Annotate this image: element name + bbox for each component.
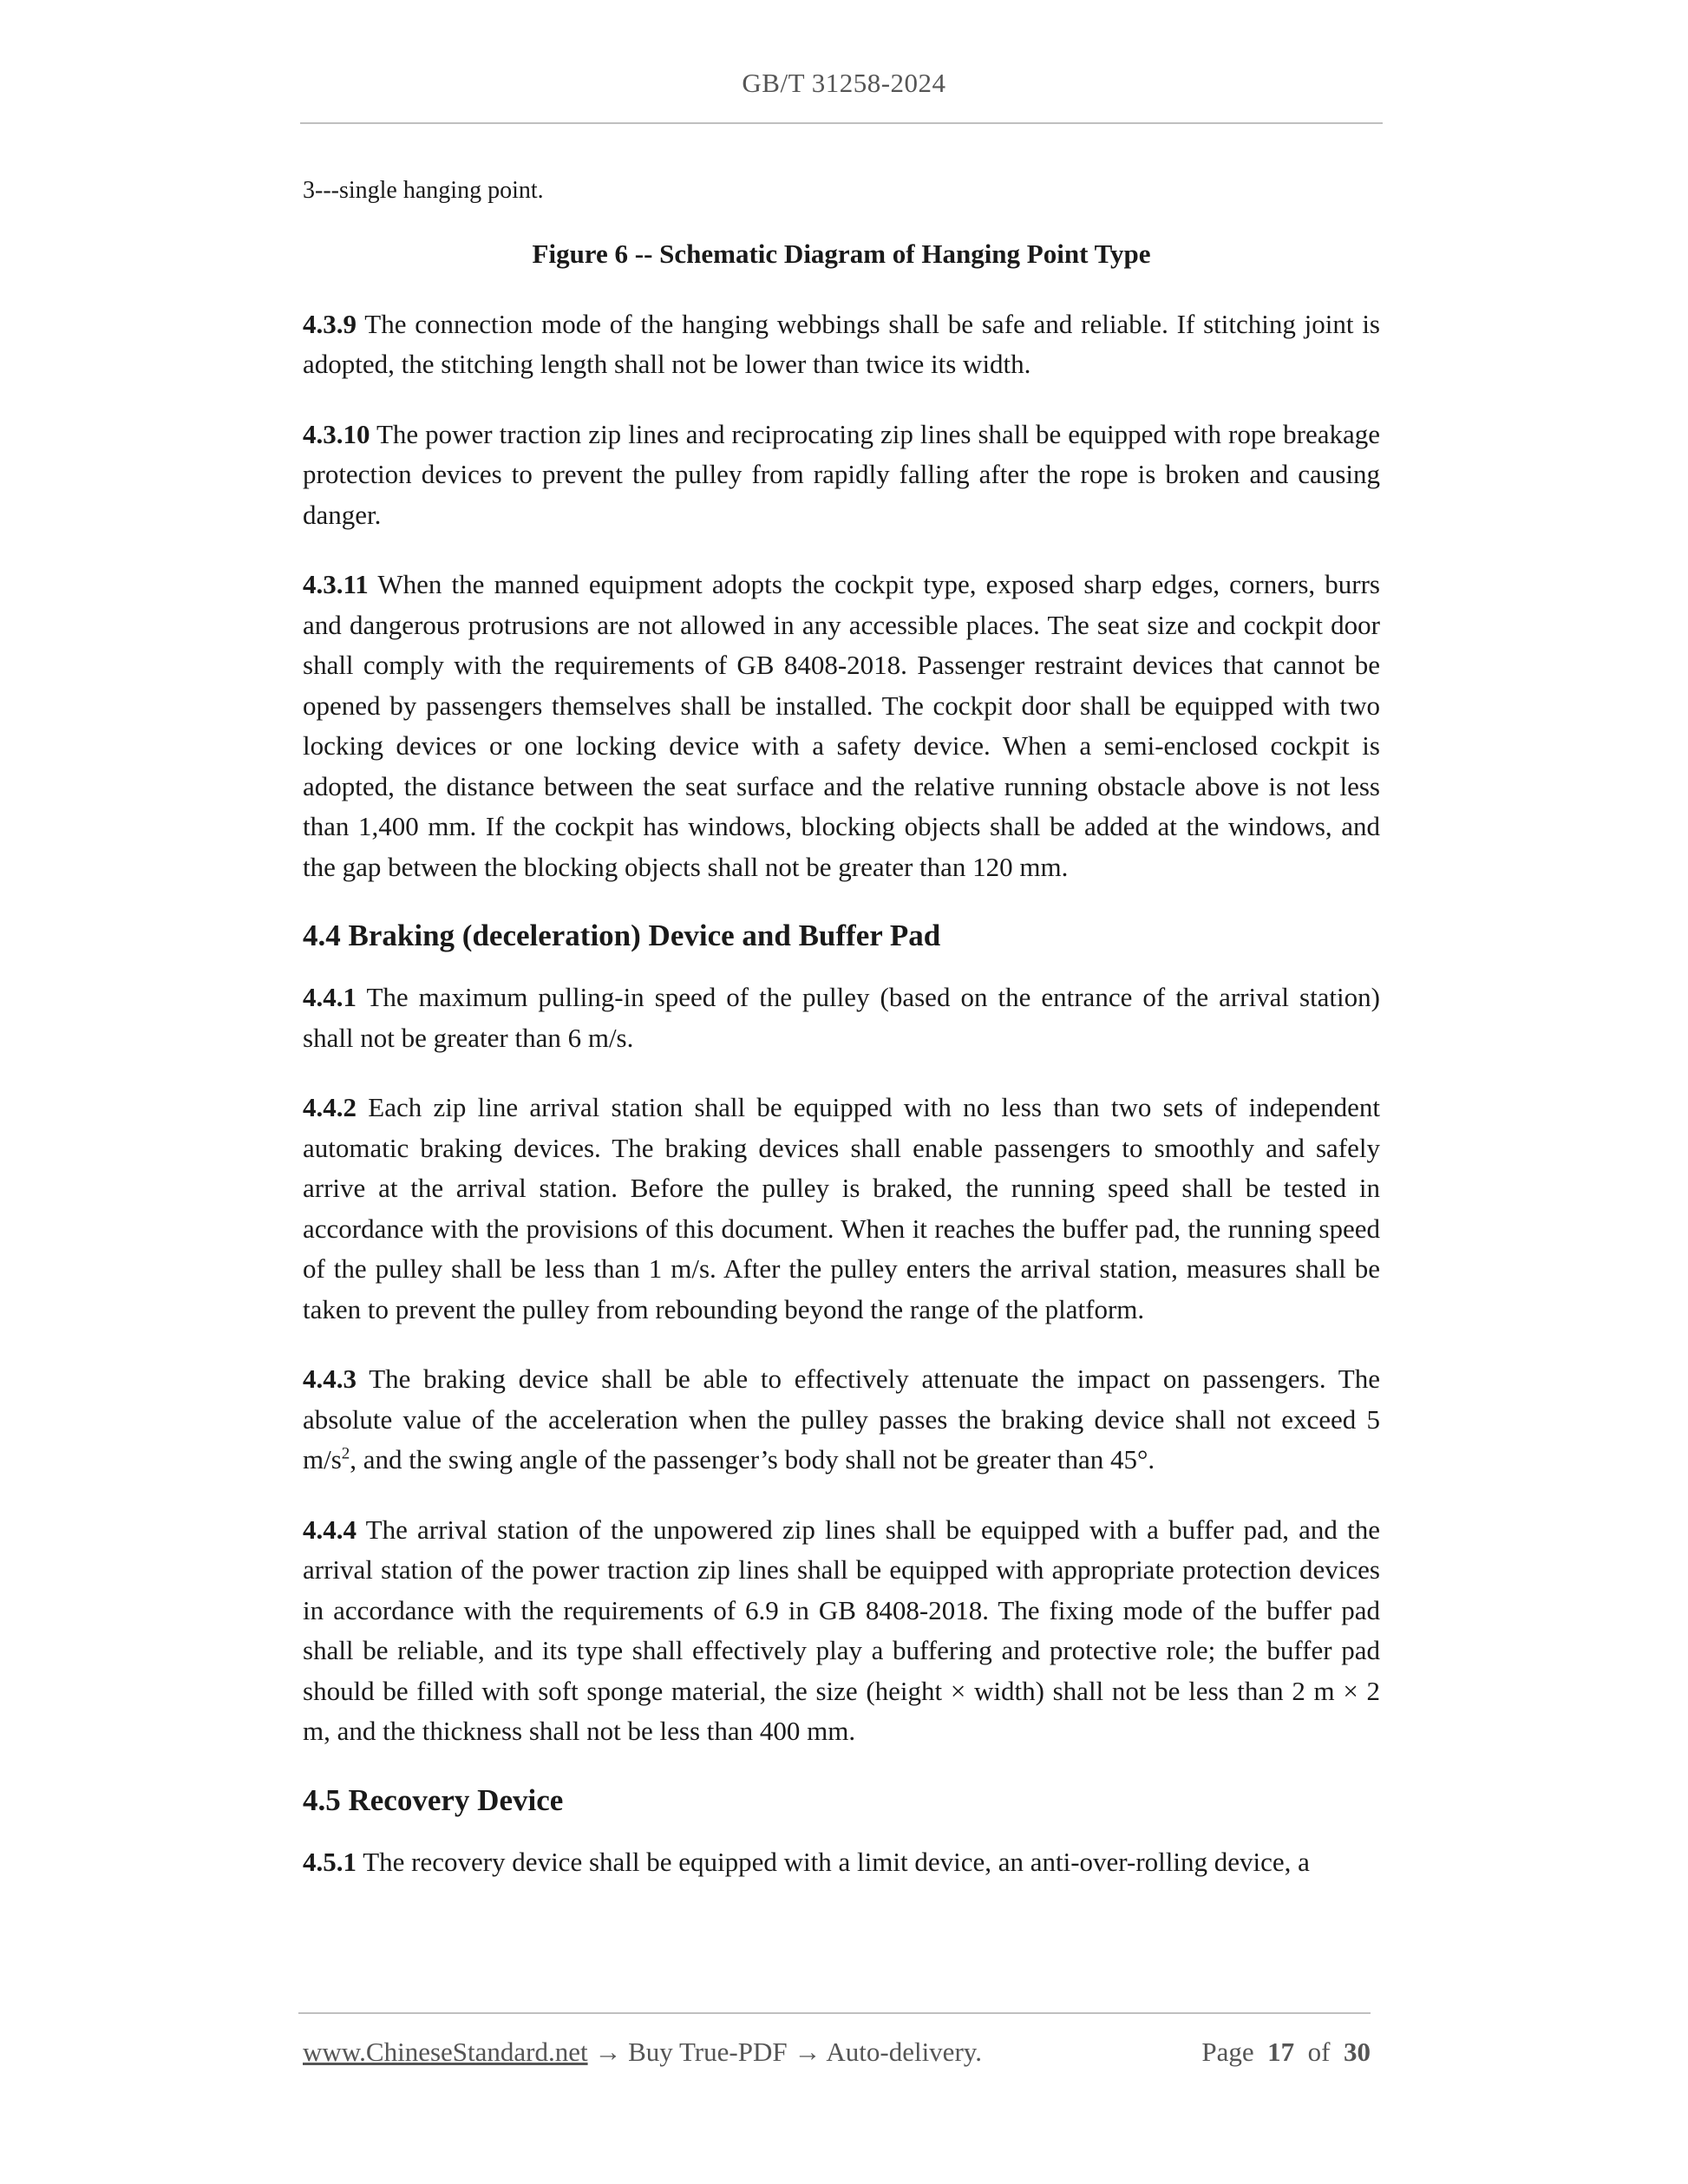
clause-text-continued: , and the swing angle of the passenger’s body shall not be greater than 45°. (350, 1444, 1155, 1475)
header-divider (300, 122, 1383, 124)
clause-text: When the manned equipment adopts the cockpit type, exposed sharp edges, corners, burrs and dangerous protrusions are not allowed in any accessible places. The seat size and cockpit door shall comply with the requirements of GB 8408-2018. Passenger restraint devices that cannot be opened by passengers themselves shall be installed. The cockpit door shall be equipped with two locking devices or one locking device with a safety device. When a semi-enclosed cockpit is adopted, the distance between the seat surface and the relative running obstacle above is not less than 1,400 mm. If the cockpit has windows, blocking objects shall be added at the windows, and the gap between the blocking objects shall not be greater than 120 mm. (303, 569, 1380, 882)
clause-text: The recovery device shall be equipped with a limit device, an anti-over-rolling device, a (357, 1846, 1310, 1877)
clause-number: 4.4.2 (303, 1092, 357, 1122)
clause-text: The power traction zip lines and reciprocating zip lines shall be equipped with rope breakage protection devices to prevent the pulley from rapidly falling after the rope is broken and causing danger. (303, 418, 1380, 530)
clause-4-4-4 (303, 1510, 1380, 1752)
clause-number: 4.5.1 (303, 1846, 357, 1877)
section-heading-4-5: 4.5 Recovery Device (303, 1782, 564, 1817)
clause-4-4-3 (303, 1359, 1380, 1481)
of-label: of (1307, 2037, 1331, 2067)
page-label: Page (1201, 2037, 1254, 2067)
clause-text: The arrival station of the unpowered zip lines shall be equipped with a buffer pad, and the arrival station of the power traction zip lines shall be equipped with appropriate protection devices in accordance with the requirements of 6.9 in GB 8408-2018. The fixing mode of the buffer pad shall be reliable, and its type shall effectively play a buffering and protective role; the buffer pad should be filled with soft sponge material, the size (height × width) shall not be less than 2 m × 2 m, and the thickness shall not be less than 400 mm. (303, 1514, 1380, 1746)
footer-promo-text: → Buy True-PDF → Auto-delivery. (587, 2037, 982, 2067)
clause-number: 4.3.10 (303, 418, 370, 449)
page-indicator (1201, 2037, 1371, 2068)
clause-4-3-11 (303, 565, 1380, 887)
page-current: 17 (1267, 2037, 1295, 2067)
footer-divider (298, 2012, 1371, 2014)
clause-4-4-2 (303, 1088, 1380, 1330)
clause-number: 4.4.4 (303, 1514, 357, 1545)
clause-number: 4.3.11 (303, 569, 369, 599)
clause-4-3-10 (303, 415, 1380, 536)
clause-number: 4.3.9 (303, 308, 357, 339)
clause-text: Each zip line arrival station shall be equipped with no less than two sets of independent automatic braking devices. The braking devices shall enable passengers to smoothly and safely arrive at the arrival station. Before the pulley is braked, the running speed shall be tested in accordance with the provisions of this document. When it reaches the buffer pad, the running speed of the pulley shall be less than 1 m/s. After the pulley enters the arrival station, measures shall be taken to prevent the pulley from rebounding beyond the range of the platform. (303, 1092, 1380, 1324)
clause-text: The braking device shall be able to effectively attenuate the impact on passengers. The absolute value of the acceleration when the pulley passes the braking device shall not exceed 5 m/s (303, 1363, 1380, 1475)
website-link[interactable]: www.ChineseStandard.net (303, 2037, 588, 2067)
figure-caption: Figure 6 -- Schematic Diagram of Hanging Point Type (532, 239, 1151, 269)
clause-text: The connection mode of the hanging webbings shall be safe and reliable. If stitching joint is adopted, the stitching length shall not be lower than twice its width. (303, 308, 1380, 379)
clause-4-3-9 (303, 304, 1380, 385)
clause-text: The maximum pulling-in speed of the pulley (based on the entrance of the arrival station) shall not be greater than 6 m/s. (303, 982, 1380, 1053)
clause-4-5-1 (303, 1842, 1380, 1883)
figure-legend-item: 3---single hanging point. (303, 177, 544, 204)
section-heading-4-4: 4.4 Braking (deceleration) Device and Buffer Pad (303, 919, 941, 952)
clause-number: 4.4.1 (303, 982, 357, 1012)
page-content (303, 173, 1380, 1882)
page-total: 30 (1344, 2037, 1371, 2067)
clause-number: 4.4.3 (303, 1363, 357, 1394)
superscript: 2 (341, 1444, 350, 1463)
clause-4-4-1 (303, 978, 1380, 1058)
document-header: GB/T 31258-2024 (742, 68, 946, 98)
footer-promo (303, 2037, 982, 2068)
